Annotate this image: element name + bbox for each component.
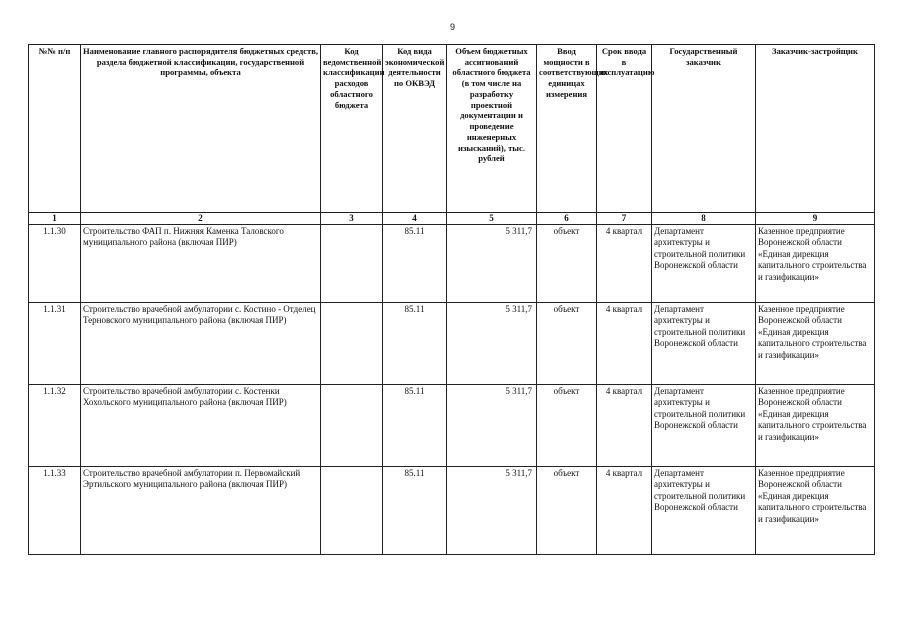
column-number: 4 (383, 213, 447, 225)
row-okved: 85.11 (383, 467, 447, 555)
column-number: 5 (447, 213, 537, 225)
row-num: 1.1.32 (29, 385, 81, 467)
row-num: 1.1.33 (29, 467, 81, 555)
row-term: 4 квартал (597, 303, 652, 385)
row-unit: объект (537, 225, 597, 303)
table-row (29, 303, 875, 385)
row-unit: объект (537, 467, 597, 555)
row-amount: 5 311,7 (447, 225, 537, 303)
row-term: 4 квартал (597, 467, 652, 555)
header-dept-code: Код ведомственной классификации расходов областного бюджета (321, 45, 383, 213)
row-amount: 5 311,7 (447, 385, 537, 467)
column-number: 7 (597, 213, 652, 225)
row-amount: 5 311,7 (447, 467, 537, 555)
header-term: Срок ввода в эксплуатацию (597, 45, 652, 213)
row-dept-code (321, 467, 383, 555)
page-number: 9 (449, 22, 455, 32)
header-developer: Заказчик-застройщик (756, 45, 875, 213)
row-customer: Департамент архитектуры и строительной политики Воронежской области (652, 467, 756, 555)
column-number: 2 (81, 213, 321, 225)
header-row (29, 45, 875, 213)
row-num: 1.1.31 (29, 303, 81, 385)
row-name: Строительство врачебной амбулатории п. Первомайский Эртильского муниципального района (включая ПИР) (81, 467, 321, 555)
header-okved: Код вида экономической деятельности по ОКВЭД (383, 45, 447, 213)
row-unit: объект (537, 303, 597, 385)
header-customer: Государственный заказчик (652, 45, 756, 213)
row-num: 1.1.30 (29, 225, 81, 303)
header-name: Наименование главного распорядителя бюджетных средств, раздела бюджетной классификации, государственной программы, объекта (81, 45, 321, 213)
row-dept-code (321, 303, 383, 385)
row-name: Строительство ФАП п. Нижняя Каменка Таловского муниципального района (включая ПИР) (81, 225, 321, 303)
column-number: 9 (756, 213, 875, 225)
row-name: Строительство врачебной амбулатории с. Костенки Хохольского муниципального района (включая ПИР) (81, 385, 321, 467)
table-row (29, 385, 875, 467)
row-developer: Казенное предприятие Воронежской области «Единая дирекция капитального строительства и газификации» (756, 467, 875, 555)
table-row (29, 467, 875, 555)
row-okved: 85.11 (383, 225, 447, 303)
budget-table (28, 44, 875, 555)
row-developer: Казенное предприятие Воронежской области «Единая дирекция капитального строительства и газификации» (756, 303, 875, 385)
table-row (29, 225, 875, 303)
row-customer: Департамент архитектуры и строительной политики Воронежской области (652, 385, 756, 467)
column-number: 6 (537, 213, 597, 225)
row-okved: 85.11 (383, 385, 447, 467)
header-amount: Объем бюджетных ассигнований областного бюджета (в том числе на разработку проектной документации и проведение инженерных изысканий), тыс. рублей (447, 45, 537, 213)
header-num: №№ п/п (29, 45, 81, 213)
column-number-row (29, 213, 875, 225)
row-dept-code (321, 225, 383, 303)
column-number: 1 (29, 213, 81, 225)
row-developer: Казенное предприятие Воронежской области «Единая дирекция капитального строительства и газификации» (756, 225, 875, 303)
row-term: 4 квартал (597, 225, 652, 303)
row-amount: 5 311,7 (447, 303, 537, 385)
column-number: 8 (652, 213, 756, 225)
row-unit: объект (537, 385, 597, 467)
header-unit: Ввод мощности в соответствующих единицах измерения (537, 45, 597, 213)
row-customer: Департамент архитектуры и строительной политики Воронежской области (652, 225, 756, 303)
row-developer: Казенное предприятие Воронежской области «Единая дирекция капитального строительства и газификации» (756, 385, 875, 467)
row-customer: Департамент архитектуры и строительной политики Воронежской области (652, 303, 756, 385)
row-dept-code (321, 385, 383, 467)
row-okved: 85.11 (383, 303, 447, 385)
row-term: 4 квартал (597, 385, 652, 467)
row-name: Строительство врачебной амбулатории с. Костино - Отделец Терновского муниципального района (включая ПИР) (81, 303, 321, 385)
column-number: 3 (321, 213, 383, 225)
